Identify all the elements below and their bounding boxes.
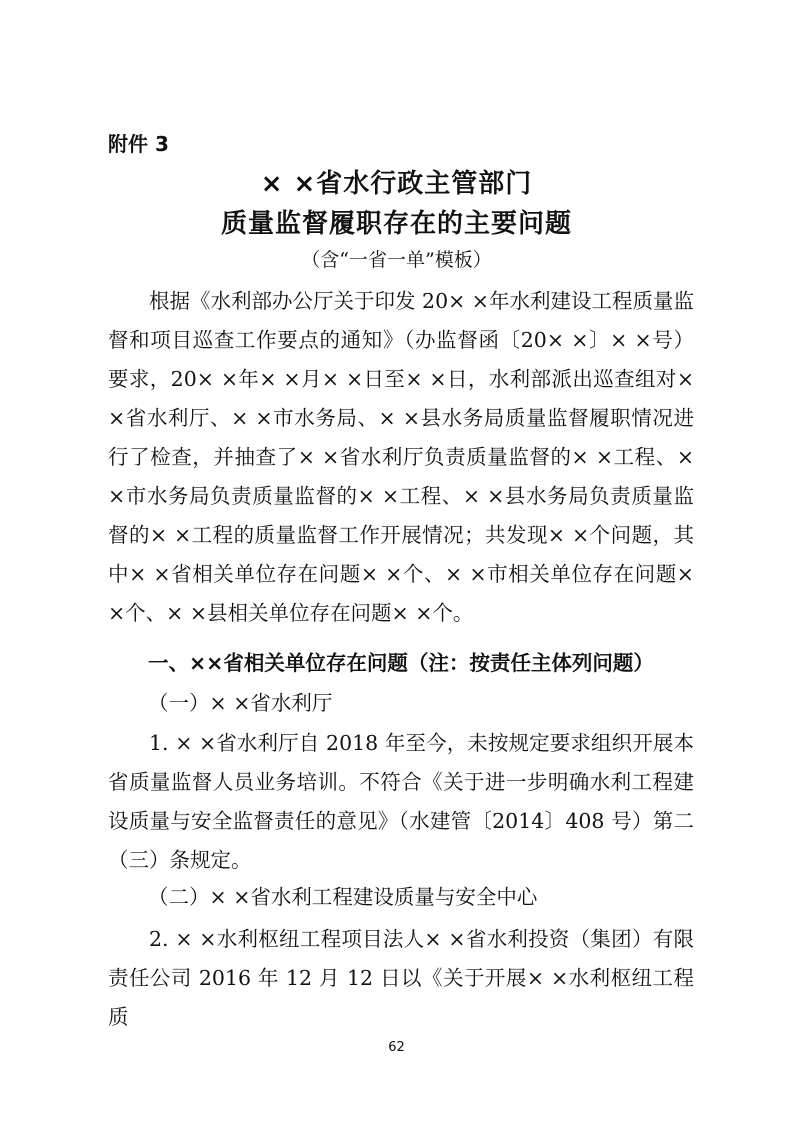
subsection-heading-2: （二）× ×省水利工程建设质量与安全中心 [148, 885, 538, 909]
issue-paragraph-2: 2. × ×水利枢纽工程项目法人× ×省水利投资（集团）有限责任公司 2016 年 12 月 12 日以《关于开展× ×水利枢纽工程质 [108, 927, 694, 1029]
document-subtitle: （含“一省一单”模板） [301, 249, 492, 271]
issue-paragraph-1: 1. × ×省水利厅自 2018 年至今，未按规定要求组织开展本省质量监督人员业务培训。不符合《关于进一步明确水利工程建设质量与安全监督责任的意见》（水建管〔2014〕408 号）第二（三）条规定。 [108, 731, 694, 872]
section-heading-1: 一、××省相关单位存在问题（注：按责任主体列问题） [148, 651, 654, 675]
subsection-heading-1: （一）× ×省水利厅 [148, 691, 333, 715]
attachment-label: 附件 3 [108, 132, 169, 156]
document-title-line2: 质量监督履职存在的主要问题 [220, 209, 572, 239]
document-title-line1: × ×省水行政主管部门 [260, 169, 533, 199]
intro-paragraph: 根据《水利部办公厅关于印发 20× ×年水利建设工程质量监督和项目巡查工作要点的通知》（办监督函〔20× ×〕× ×号）要求，20× ×年× ×月× ×日至× ×日，水利部派出巡查组对× ×省水利厅、× ×市水务局、× ×县水务局质量监督履职情况进行了检查，并抽查了× ×省水利厅负责质量监督的× ×工程、× ×市水务局负责质量监督的× ×工程、× ×县水务局负责质量监督的× ×工程的质量监督工作开展情况；共发现× ×个问题，其中× ×省相关单位存在问题× ×个、× ×市相关单位存在问题× ×个、× ×县相关单位存在问题× ×个。 [108, 289, 694, 625]
page-number: 62 [388, 1040, 405, 1055]
